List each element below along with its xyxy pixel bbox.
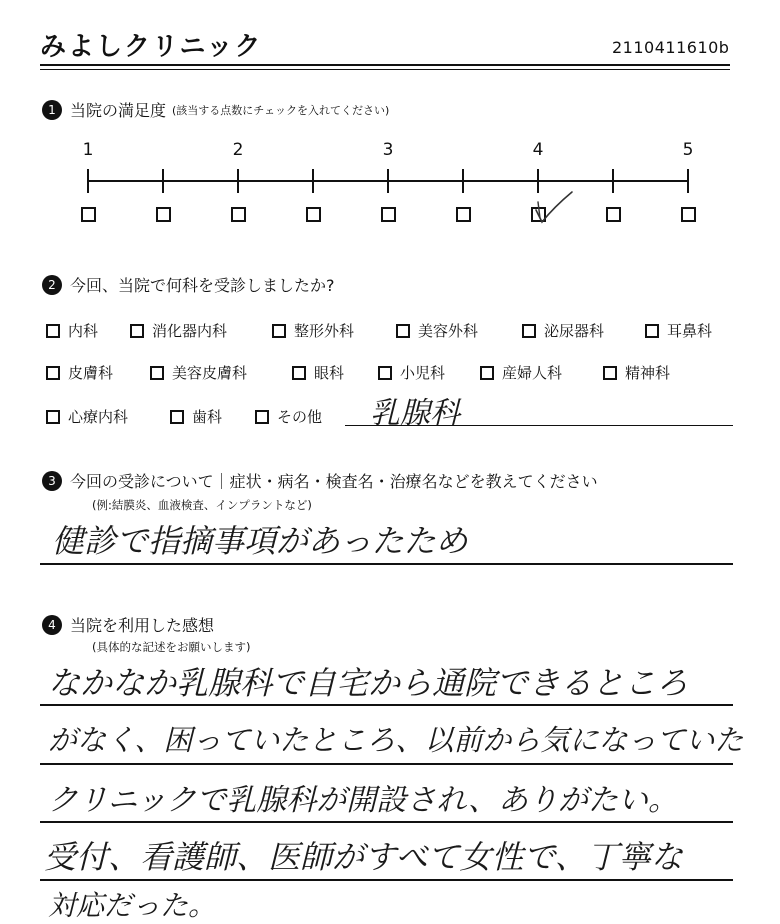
scale-label-5: 5 (682, 140, 694, 160)
dept-label: 産婦人科 (502, 364, 563, 382)
other-dept-answer[interactable]: 乳腺科 (370, 396, 460, 431)
rating-checkbox-3[interactable] (381, 207, 396, 222)
dept-checkbox[interactable] (255, 410, 269, 424)
dept-option-psychiatry[interactable] (603, 362, 670, 383)
dept-label: 耳鼻科 (667, 322, 713, 340)
header-rule (40, 64, 730, 66)
dept-checkbox[interactable] (603, 366, 617, 380)
dept-label: 泌尿器科 (544, 322, 605, 340)
q3-number: 3 (42, 471, 62, 491)
dept-option-dental[interactable] (170, 406, 222, 427)
q1-number: 1 (42, 100, 62, 120)
scale-tick (387, 169, 389, 193)
q3-heading (42, 469, 598, 492)
dept-label: 歯科 (192, 408, 223, 426)
rating-checkbox-1[interactable] (81, 207, 96, 222)
dept-checkbox[interactable] (396, 324, 410, 338)
dept-label: 整形外科 (294, 322, 355, 340)
dept-option-other[interactable] (255, 406, 322, 427)
scale-tick (687, 169, 689, 193)
scale-label-2: 2 (232, 140, 244, 160)
dept-checkbox[interactable] (170, 410, 184, 424)
clinic-name: みよしクリニック (40, 32, 263, 62)
scale-tick (312, 169, 314, 193)
q4-title: 当院を利用した感想 (70, 616, 215, 635)
q3-answer[interactable]: 健診で指摘事項があったため (52, 522, 468, 560)
dept-option-cosmetic-derm[interactable] (150, 362, 247, 383)
dept-label: 消化器内科 (152, 322, 228, 340)
scale-label-3: 3 (382, 140, 394, 160)
rating-checkbox-1-5[interactable] (156, 207, 171, 222)
dept-checkbox[interactable] (378, 366, 392, 380)
rating-checkbox-2[interactable] (231, 207, 246, 222)
form-id: 2110411610b (612, 38, 730, 57)
dept-option-orthopedic[interactable] (272, 320, 354, 341)
q4-rule (40, 879, 733, 881)
q4-answer-line-2[interactable]: がなく、困っていたところ、以前から気になっていた (48, 723, 744, 757)
q4-subtitle: (具体的な記述をお願いします) (92, 640, 251, 654)
header-rule-thin (40, 69, 730, 70)
dept-label: 美容外科 (418, 322, 479, 340)
dept-label: 内科 (68, 322, 99, 340)
dept-checkbox[interactable] (480, 366, 494, 380)
dept-checkbox[interactable] (150, 366, 164, 380)
dept-checkbox[interactable] (130, 324, 144, 338)
dept-checkbox[interactable] (46, 366, 60, 380)
q4-rule (40, 821, 733, 823)
dept-label: その他 (277, 408, 323, 426)
q3-answer-line (40, 563, 733, 565)
q1-heading (42, 98, 389, 121)
dept-option-pediatrics[interactable] (378, 362, 445, 383)
dept-label: 眼科 (314, 364, 345, 382)
q3-title: 今回の受診について｜症状・病名・検査名・治療名などを教えてください (70, 472, 598, 491)
q1-note: (該当する点数にチェックを入れてください) (172, 103, 390, 117)
rating-checkbox-5[interactable] (681, 207, 696, 222)
rating-checkbox-4-5[interactable] (606, 207, 621, 222)
dept-label: 美容皮膚科 (172, 364, 248, 382)
scale-tick (87, 169, 89, 193)
scale-label-4: 4 (532, 140, 544, 160)
scale-label-1: 1 (82, 140, 94, 160)
q1-title: 当院の満足度 (70, 101, 167, 120)
q2-heading (42, 273, 335, 296)
q2-title: 今回、当院で何科を受診しましたか? (70, 276, 335, 295)
scale-tick (237, 169, 239, 193)
dept-option-ophthalmology[interactable] (292, 362, 344, 383)
rating-check-mark (526, 188, 576, 232)
q3-example: (例:結膜炎、血液検査、インプラントなど) (92, 498, 312, 512)
q4-answer-line-1[interactable]: なかなか乳腺科で自宅から通院できるところ (48, 664, 689, 702)
dept-label: 心療内科 (68, 408, 129, 426)
q4-heading (42, 613, 214, 636)
dept-label: 皮膚科 (68, 364, 114, 382)
rating-checkbox-2-5[interactable] (306, 207, 321, 222)
q4-answer-line-5[interactable]: 対応だった。 (48, 889, 217, 922)
q2-number: 2 (42, 275, 62, 295)
dept-checkbox[interactable] (46, 410, 60, 424)
scale-tick (612, 169, 614, 193)
dept-checkbox[interactable] (46, 324, 60, 338)
scale-tick (162, 169, 164, 193)
dept-checkbox[interactable] (292, 366, 306, 380)
q4-rule (40, 704, 733, 706)
dept-checkbox[interactable] (645, 324, 659, 338)
q4-number: 4 (42, 615, 62, 635)
q4-rule (40, 763, 733, 765)
dept-option-cosmetic-surgery[interactable] (396, 320, 478, 341)
dept-label: 小児科 (400, 364, 446, 382)
dept-option-ent[interactable] (645, 320, 712, 341)
dept-option-psychosomatic[interactable] (46, 406, 128, 427)
dept-label: 精神科 (625, 364, 671, 382)
dept-checkbox[interactable] (272, 324, 286, 338)
dept-option-dermatology[interactable] (46, 362, 113, 383)
dept-option-internal[interactable] (46, 320, 98, 341)
rating-checkbox-3-5[interactable] (456, 207, 471, 222)
scale-tick (462, 169, 464, 193)
q4-answer-line-4[interactable]: 受付、看護師、医師がすべて女性で、丁寧な (44, 838, 683, 876)
dept-option-urology[interactable] (522, 320, 604, 341)
other-answer-line (345, 425, 733, 426)
dept-option-gastro[interactable] (130, 320, 227, 341)
dept-option-obgyn[interactable] (480, 362, 562, 383)
dept-checkbox[interactable] (522, 324, 536, 338)
q4-answer-line-3[interactable]: クリニックで乳腺科が開設され、ありがたい。 (48, 783, 678, 818)
